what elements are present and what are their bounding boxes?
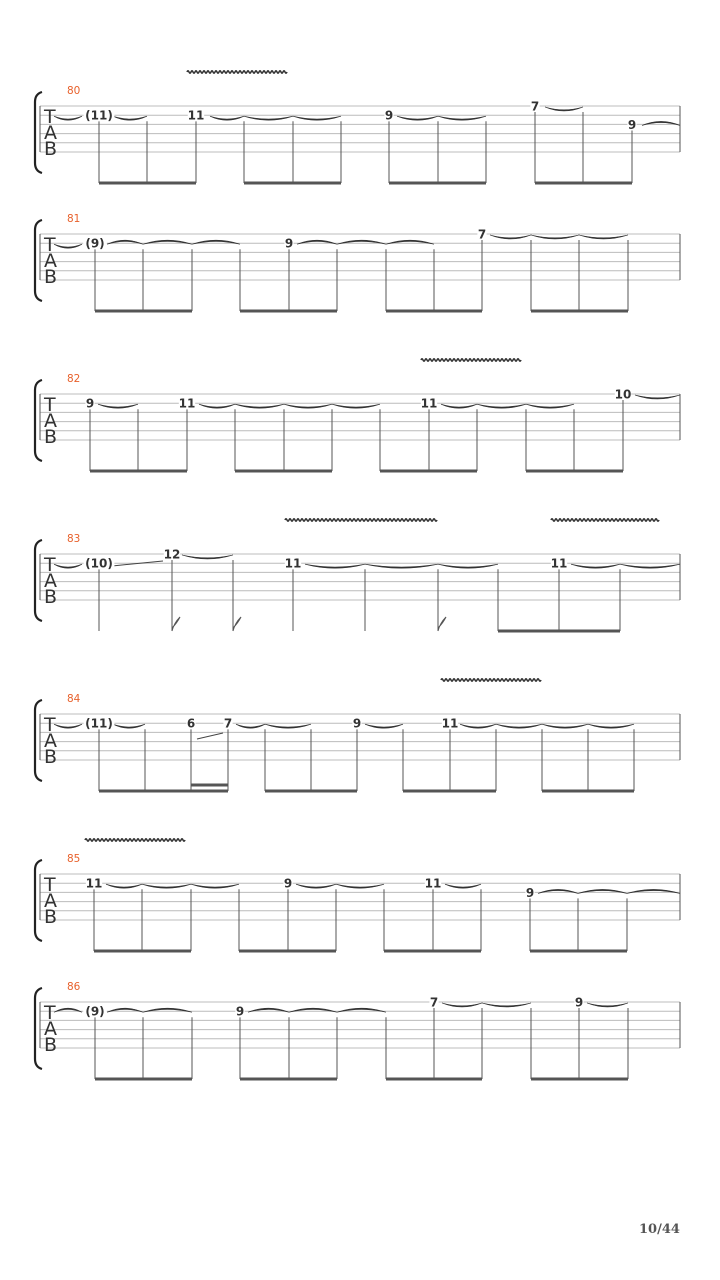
fret-number: 9: [525, 885, 535, 900]
tab-clef-letter: B: [44, 138, 58, 160]
measure-number: 85: [67, 853, 81, 865]
tab-clef-letter: T: [44, 106, 56, 128]
tie-arc: [477, 404, 526, 408]
fret-number: 9: [284, 236, 294, 251]
measure-number: 80: [67, 85, 81, 97]
tie-arc: [579, 235, 628, 239]
tie-arc: [54, 564, 82, 568]
tab-clef-letter: T: [44, 874, 56, 896]
tie-arc: [526, 404, 574, 408]
tie-arc: [182, 555, 233, 559]
fret-number: (9): [85, 1004, 105, 1019]
tie-arc: [441, 404, 477, 408]
tie-arc: [542, 724, 588, 728]
tab-clef-letter: B: [44, 746, 58, 768]
tie-arc: [482, 1003, 531, 1007]
measure-number: 86: [67, 981, 81, 993]
tab-clef-letter: T: [44, 234, 56, 256]
tie-arc: [336, 884, 384, 888]
tie-arc: [587, 1003, 628, 1007]
tie-arc: [191, 884, 239, 888]
fret-number: 11: [424, 876, 442, 891]
fret-number: (11): [85, 716, 113, 731]
tie-arc: [296, 884, 336, 888]
tab-clef-letter: T: [44, 1002, 56, 1024]
system-bracket: [35, 988, 42, 1069]
fret-number: 11: [178, 396, 196, 411]
fret-number: (9): [85, 236, 105, 251]
fret-number: 7: [530, 99, 540, 114]
tab-clef-letter: B: [44, 906, 58, 928]
tie-arc: [571, 564, 620, 568]
tab-clef-letter: B: [44, 586, 58, 608]
vibrato-mark: [421, 359, 521, 361]
tie-arc: [54, 116, 82, 120]
tie-arc: [293, 116, 341, 120]
tie-arc: [113, 116, 147, 120]
system-82: [35, 359, 680, 471]
slide-line: [197, 733, 223, 739]
system-bracket: [35, 860, 42, 941]
tab-clef-letter: A: [44, 1018, 57, 1040]
tab-clef-letter: B: [44, 266, 58, 288]
tie-arc: [305, 564, 365, 568]
tie-arc: [54, 244, 82, 248]
tie-arc: [496, 724, 542, 728]
tie-arc: [106, 884, 142, 888]
vibrato-mark: [441, 679, 541, 681]
tab-clef-letter: A: [44, 730, 57, 752]
tie-arc: [284, 404, 332, 408]
fret-number: 10: [614, 387, 632, 402]
system-81: [35, 213, 680, 311]
fret-number: 6: [186, 716, 196, 731]
system-bracket: [35, 220, 42, 301]
tie-arc: [490, 235, 531, 239]
tab-clef-letter: A: [44, 250, 57, 272]
vibrato-mark: [187, 71, 287, 73]
tie-arc: [236, 724, 265, 728]
tab-clef-letter: A: [44, 890, 57, 912]
system-bracket: [35, 380, 42, 461]
system-85: [35, 839, 680, 951]
tab-clef-letter: T: [44, 394, 56, 416]
tab-clef-letter: B: [44, 426, 58, 448]
fret-number: 7: [477, 227, 487, 242]
tie-arc: [442, 1003, 482, 1007]
tie-arc: [142, 884, 191, 888]
tie-arc: [244, 116, 293, 120]
fret-number: 11: [284, 556, 302, 571]
measure-number: 82: [67, 373, 81, 385]
system-80: [35, 71, 680, 183]
measure-number: 84: [67, 693, 81, 705]
note-flag: [438, 617, 446, 631]
tie-arc: [98, 404, 138, 408]
tie-arc: [620, 564, 680, 568]
tie-arc: [54, 724, 82, 728]
fret-number: 12: [163, 547, 181, 562]
fret-number: 11: [441, 716, 459, 731]
note-flag: [233, 617, 241, 631]
vibrato-mark: [285, 519, 437, 521]
fret-number: 9: [352, 716, 362, 731]
fret-number: 9: [85, 396, 95, 411]
measure-number: 81: [67, 213, 81, 225]
tab-clef-letter: B: [44, 1034, 58, 1056]
system-bracket: [35, 700, 42, 781]
measure-number: 83: [67, 533, 81, 545]
system-bracket: [35, 92, 42, 173]
fret-number: 9: [384, 108, 394, 123]
fret-number: 9: [283, 876, 293, 891]
tie-arc: [235, 404, 284, 408]
tab-clef-letter: T: [44, 714, 56, 736]
tie-arc: [199, 404, 235, 408]
vibrato-mark: [551, 519, 659, 521]
page-number: 10/44: [639, 1222, 680, 1237]
fret-number: 9: [627, 117, 637, 132]
fret-number: 11: [187, 108, 205, 123]
tie-arc: [210, 116, 244, 120]
tie-arc: [332, 404, 380, 408]
system-bracket: [35, 540, 42, 621]
fret-number: 7: [429, 995, 439, 1010]
tie-arc: [545, 107, 583, 111]
system-86: [35, 981, 680, 1079]
fret-number: 7: [223, 716, 233, 731]
fret-number: (11): [85, 108, 113, 123]
tie-arc: [635, 395, 680, 399]
tie-arc: [445, 884, 481, 888]
tie-arc: [460, 724, 496, 728]
tab-clef-letter: A: [44, 122, 57, 144]
tie-arc: [397, 116, 438, 120]
system-84: [35, 679, 680, 791]
fret-number: 11: [550, 556, 568, 571]
fret-number: 11: [420, 396, 438, 411]
tie-arc: [113, 724, 145, 728]
tie-arc: [438, 116, 486, 120]
vibrato-mark: [85, 839, 185, 841]
tie-arc: [588, 724, 634, 728]
fret-number: (10): [85, 556, 113, 571]
fret-number: 9: [574, 995, 584, 1010]
note-flag: [172, 617, 180, 631]
tie-arc: [365, 724, 403, 728]
fret-number: 11: [85, 876, 103, 891]
system-83: [35, 519, 680, 631]
tie-arc: [365, 564, 438, 568]
tab-clef-letter: A: [44, 410, 57, 432]
tie-arc: [265, 724, 311, 728]
tie-arc: [438, 564, 498, 568]
tab-clef-letter: T: [44, 554, 56, 576]
tie-arc: [531, 235, 579, 239]
tab-clef-letter: A: [44, 570, 57, 592]
fret-number: 9: [235, 1004, 245, 1019]
